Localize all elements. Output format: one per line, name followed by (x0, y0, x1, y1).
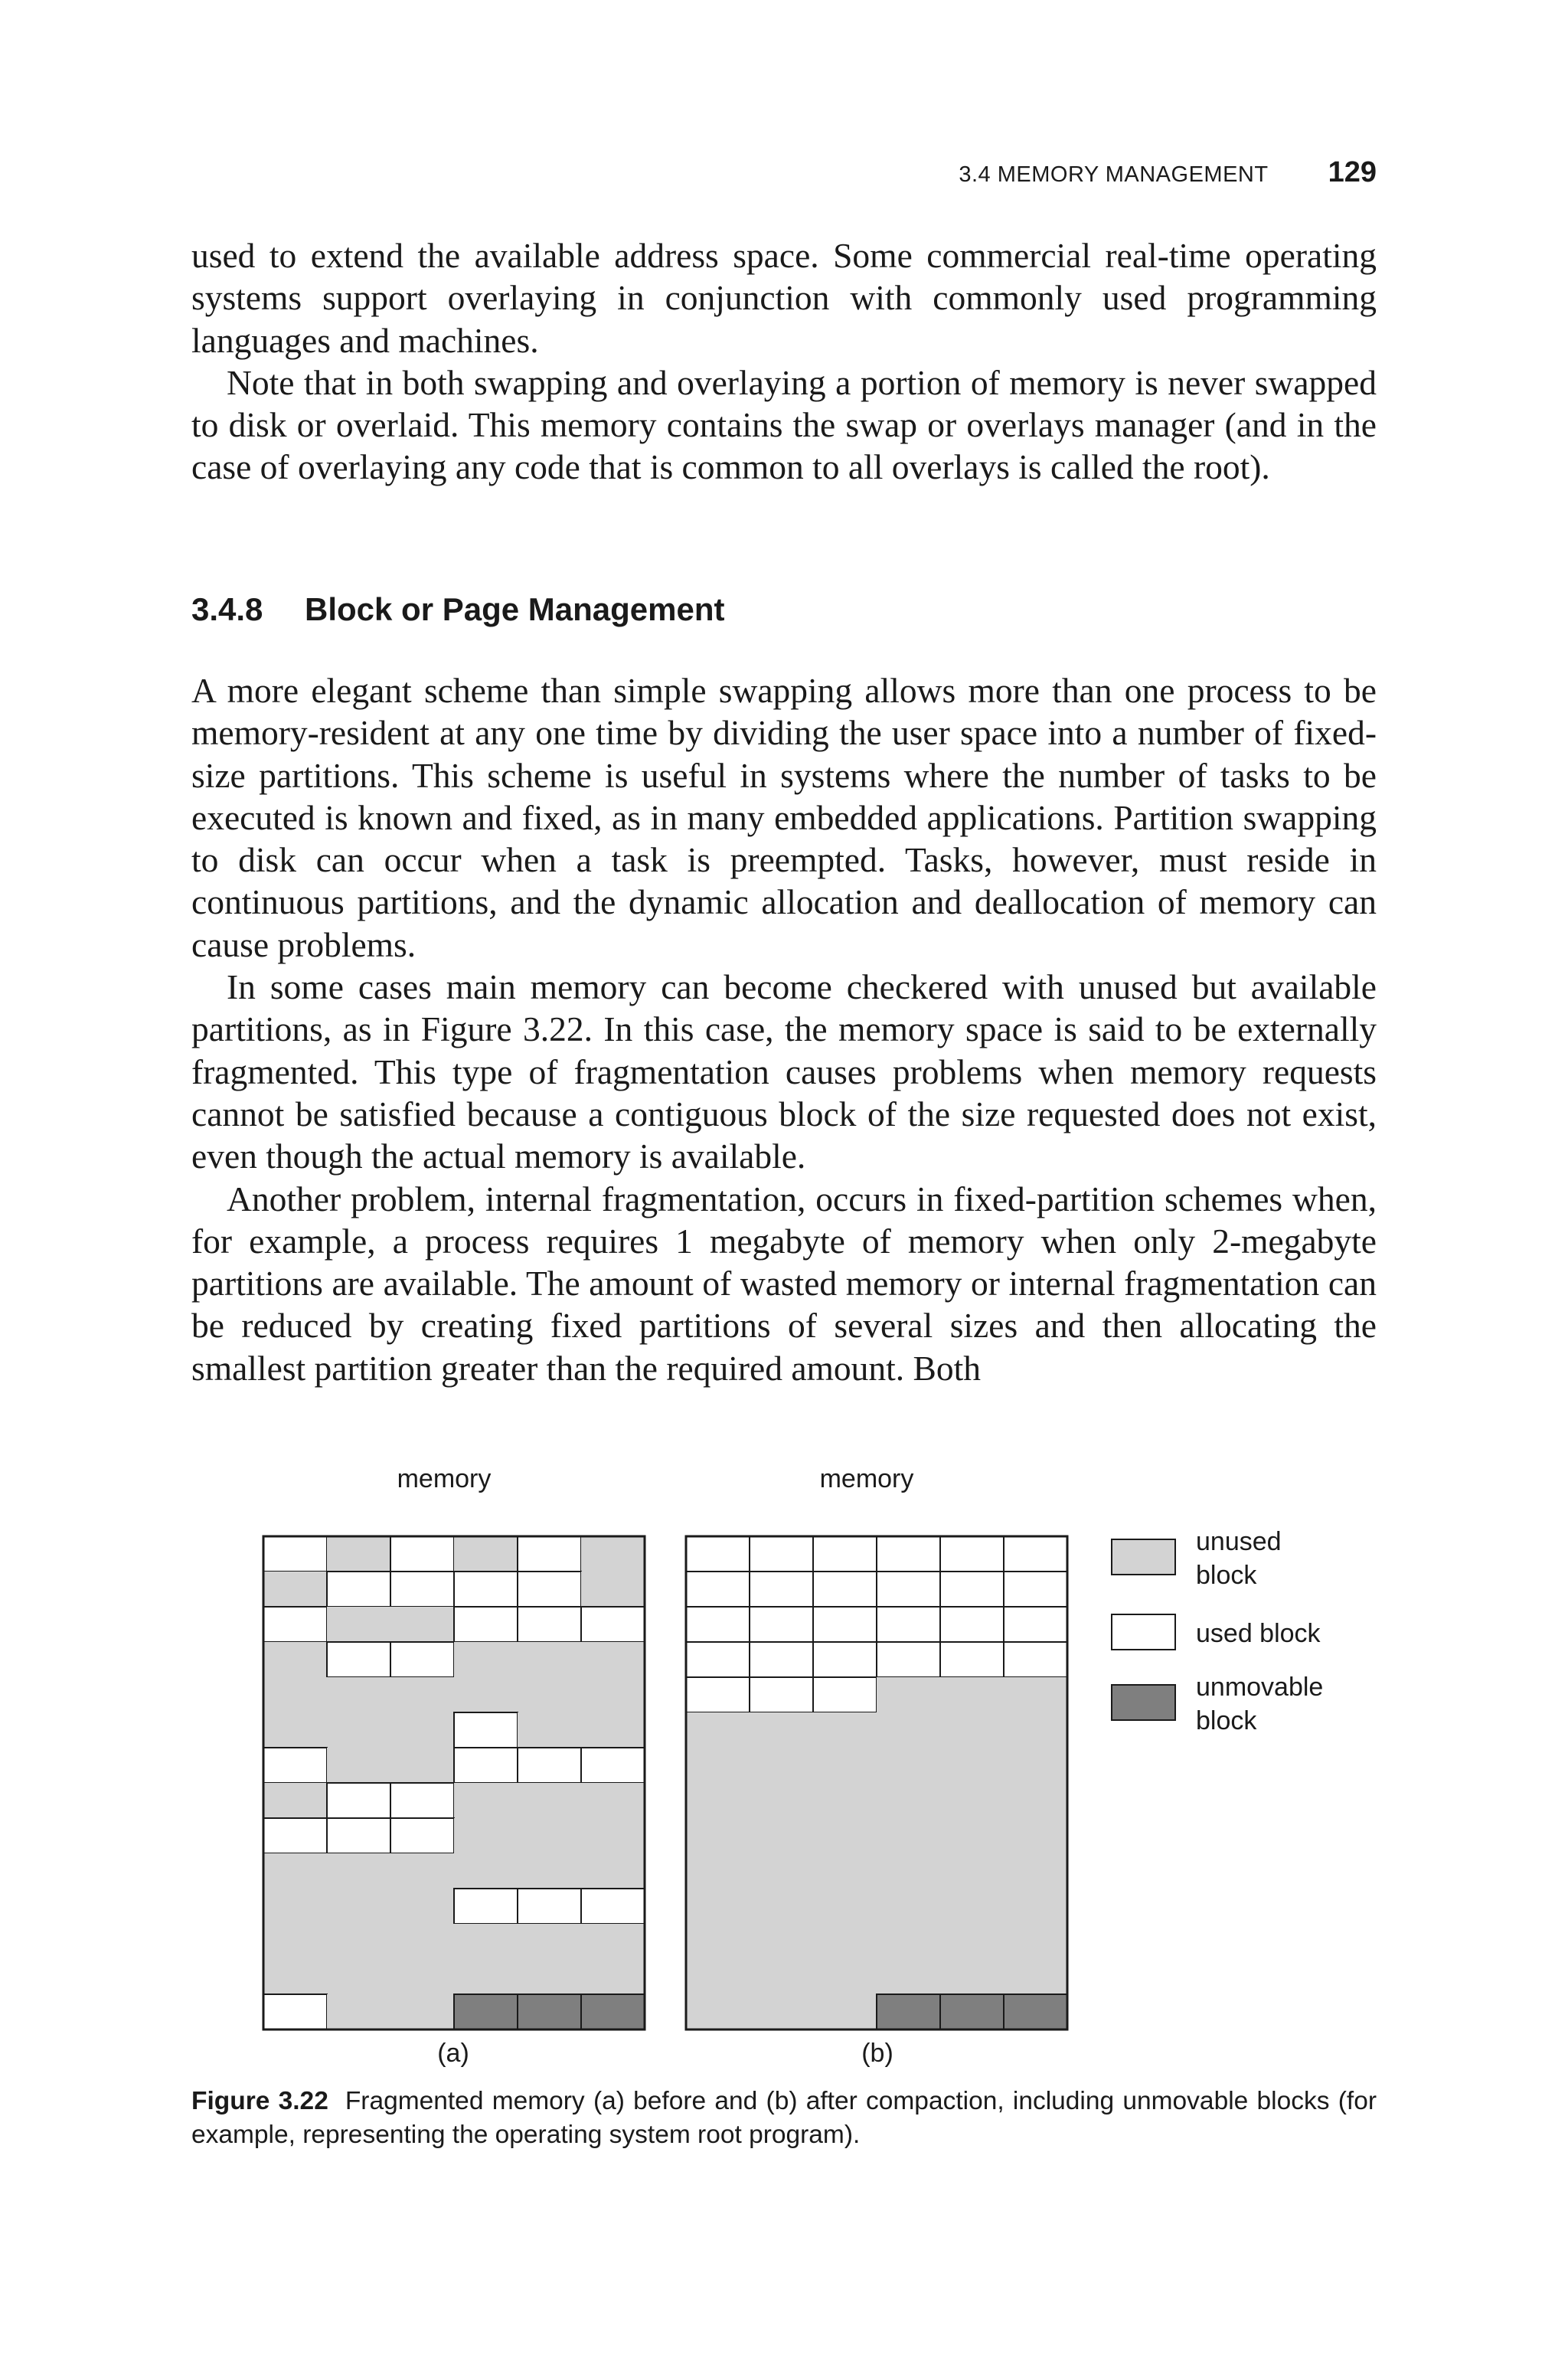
used-block (581, 1748, 645, 1783)
unused-block (1004, 1783, 1067, 1818)
unused-block (750, 1853, 813, 1889)
unused-block (518, 1677, 581, 1712)
memory-grid-a (263, 1536, 645, 2029)
unused-block (518, 1853, 581, 1889)
used-block (686, 1677, 750, 1712)
unused-block (390, 1677, 454, 1712)
used-block (263, 1994, 327, 2029)
used-block (940, 1607, 1004, 1642)
unused-block (877, 1783, 940, 1818)
unused-block (581, 1572, 645, 1607)
unused-block (518, 1642, 581, 1677)
unused-block (390, 1889, 454, 1924)
unused-block (686, 1783, 750, 1818)
unused-block (327, 1607, 390, 1642)
legend-unmovable-label-2: block (1196, 1706, 1257, 1735)
used-block (940, 1642, 1004, 1677)
paragraph: In some cases main memory can become checkered with unused but available partitions, as in Figure 3.22. In this case, the memory space is said to be externally fragmented. This type of fragmentation causes problems when memory requests cannot be satisfied because a contiguous block of the size requested does not exist, even though the actual memory is available. (191, 967, 1377, 1176)
legend-unmovable-swatch (1112, 1685, 1175, 1720)
unused-block (390, 1712, 454, 1748)
unused-block (877, 1889, 940, 1924)
legend-unused-label-2: block (1196, 1561, 1257, 1590)
unused-block (877, 1959, 940, 1994)
unmovable-block (940, 1994, 1004, 2029)
unused-block (518, 1959, 581, 1994)
unused-block (1004, 1889, 1067, 1924)
unused-block (263, 1783, 327, 1818)
unmovable-block (518, 1994, 581, 2029)
used-block (813, 1642, 877, 1677)
unused-block (686, 1853, 750, 1889)
used-block (263, 1818, 327, 1853)
unused-block (877, 1818, 940, 1853)
used-block (686, 1607, 750, 1642)
unused-block (454, 1677, 518, 1712)
used-block (750, 1607, 813, 1642)
unused-block (581, 1818, 645, 1853)
used-block (581, 1607, 645, 1642)
used-block (518, 1889, 581, 1924)
used-block (263, 1536, 327, 1572)
unused-block (263, 1889, 327, 1924)
unused-block (940, 1889, 1004, 1924)
used-block (518, 1748, 581, 1783)
used-block (518, 1607, 581, 1642)
unused-block (1004, 1853, 1067, 1889)
unused-block (750, 1994, 813, 2029)
unused-block (454, 1818, 518, 1853)
memory-grid-b (686, 1536, 1067, 2029)
unused-block (263, 1853, 327, 1889)
used-block (390, 1572, 454, 1607)
used-block (390, 1818, 454, 1853)
unused-block (940, 1959, 1004, 1994)
unused-block (263, 1712, 327, 1748)
unused-block (327, 1924, 390, 1959)
unused-block (518, 1712, 581, 1748)
unused-block (518, 1924, 581, 1959)
used-block (1004, 1572, 1067, 1607)
paragraph: Note that in both swapping and overlaying a portion of memory is never swapped to disk or overlaid. This memory contains the swap or overlays manager (and in the case of overlaying any code that is common to all overlays is called the root). (191, 362, 1377, 487)
unused-block (327, 1748, 390, 1783)
unused-block (327, 1712, 390, 1748)
legend-unused-label-1: unused (1196, 1527, 1282, 1556)
used-block (750, 1572, 813, 1607)
unused-block (263, 1677, 327, 1712)
unused-block (390, 1853, 454, 1889)
unused-block (263, 1642, 327, 1677)
used-block (327, 1783, 390, 1818)
unused-block (750, 1924, 813, 1959)
unmovable-block (877, 1994, 940, 2029)
unused-block (390, 1994, 454, 2029)
unused-block (686, 1924, 750, 1959)
used-block (750, 1536, 813, 1572)
unused-block (327, 1959, 390, 1994)
unused-block (581, 1536, 645, 1572)
unused-block (813, 1748, 877, 1783)
unused-block (877, 1677, 940, 1712)
used-block (518, 1536, 581, 1572)
used-block (877, 1607, 940, 1642)
used-block (390, 1536, 454, 1572)
unused-block (581, 1712, 645, 1748)
unused-block (750, 1748, 813, 1783)
used-block (518, 1572, 581, 1607)
used-block (750, 1677, 813, 1712)
unmovable-block (581, 1994, 645, 2029)
unused-block (686, 1994, 750, 2029)
figure-caption (191, 2085, 1377, 2152)
unused-block (263, 1924, 327, 1959)
legend-unmovable-label-1: unmovable (1196, 1673, 1324, 1702)
legend-unused-swatch (1112, 1539, 1175, 1575)
page-number: 129 (1328, 156, 1377, 188)
used-block (327, 1572, 390, 1607)
unused-block (813, 1924, 877, 1959)
used-block (390, 1642, 454, 1677)
used-block (454, 1748, 518, 1783)
unused-block (390, 1748, 454, 1783)
figure-number: Figure 3.22 (191, 2087, 328, 2115)
used-block (940, 1572, 1004, 1607)
unused-block (750, 1889, 813, 1924)
used-block (1004, 1536, 1067, 1572)
unused-block (813, 1712, 877, 1748)
unused-block (750, 1959, 813, 1994)
unused-block (263, 1572, 327, 1607)
unused-block (581, 1783, 645, 1818)
used-block (813, 1536, 877, 1572)
legend-used-swatch (1112, 1614, 1175, 1650)
unused-block (327, 1536, 390, 1572)
unused-block (750, 1818, 813, 1853)
unused-block (750, 1783, 813, 1818)
unused-block (581, 1853, 645, 1889)
used-block (263, 1607, 327, 1642)
unused-block (390, 1924, 454, 1959)
legend (1112, 1527, 1323, 1735)
used-block (581, 1889, 645, 1924)
used-block (1004, 1642, 1067, 1677)
used-block (813, 1572, 877, 1607)
unused-block (813, 1959, 877, 1994)
unused-block (1004, 1712, 1067, 1748)
unused-block (454, 1853, 518, 1889)
used-block (877, 1572, 940, 1607)
unused-block (686, 1889, 750, 1924)
sublabel-b: (b) (861, 2039, 893, 2068)
unused-block (1004, 1677, 1067, 1712)
unused-block (327, 1677, 390, 1712)
section-number: 3.4.8 (191, 591, 263, 627)
unused-block (327, 1994, 390, 2029)
unused-block (813, 1783, 877, 1818)
unused-block (518, 1818, 581, 1853)
used-block (327, 1642, 390, 1677)
unused-block (686, 1818, 750, 1853)
used-block (1004, 1607, 1067, 1642)
legend-used-label: used block (1196, 1619, 1321, 1648)
unused-block (390, 1959, 454, 1994)
unused-block (263, 1959, 327, 1994)
used-block (454, 1607, 518, 1642)
unused-block (518, 1783, 581, 1818)
unused-block (813, 1853, 877, 1889)
used-block (813, 1607, 877, 1642)
unused-block (454, 1783, 518, 1818)
used-block (686, 1536, 750, 1572)
used-block (454, 1889, 518, 1924)
running-head-section: 3.4 MEMORY MANAGEMENT (959, 162, 1269, 187)
used-block (327, 1818, 390, 1853)
used-block (940, 1536, 1004, 1572)
unused-block (686, 1748, 750, 1783)
used-block (390, 1783, 454, 1818)
unused-block (454, 1959, 518, 1994)
unused-block (390, 1607, 454, 1642)
used-block (877, 1642, 940, 1677)
used-block (263, 1748, 327, 1783)
caption-text: Fragmented memory (a) before and (b) after compaction, including unmovable blocks (for example, representing the operating system root program). (191, 2087, 1377, 2149)
unused-block (1004, 1959, 1067, 1994)
unused-block (940, 1783, 1004, 1818)
unused-block (581, 1677, 645, 1712)
unused-block (1004, 1748, 1067, 1783)
unused-block (940, 1677, 1004, 1712)
unused-block (877, 1712, 940, 1748)
section-title: Block or Page Management (305, 591, 725, 627)
unused-block (327, 1853, 390, 1889)
used-block (686, 1572, 750, 1607)
unused-block (454, 1924, 518, 1959)
unused-block (877, 1853, 940, 1889)
unused-block (327, 1889, 390, 1924)
unused-block (454, 1536, 518, 1572)
unused-block (940, 1818, 1004, 1853)
unused-block (877, 1748, 940, 1783)
unused-block (877, 1924, 940, 1959)
unused-block (813, 1889, 877, 1924)
used-block (454, 1712, 518, 1748)
unused-block (581, 1959, 645, 1994)
unused-block (940, 1924, 1004, 1959)
unused-block (686, 1959, 750, 1994)
unused-block (940, 1712, 1004, 1748)
unmovable-block (454, 1994, 518, 2029)
unused-block (813, 1818, 877, 1853)
unmovable-block (1004, 1994, 1067, 2029)
used-block (454, 1572, 518, 1607)
used-block (877, 1536, 940, 1572)
unused-block (686, 1712, 750, 1748)
unused-block (454, 1642, 518, 1677)
memory-label-a: memory (397, 1464, 492, 1493)
unused-block (1004, 1818, 1067, 1853)
unused-block (581, 1924, 645, 1959)
unused-block (1004, 1924, 1067, 1959)
unused-block (940, 1748, 1004, 1783)
paragraph: A more elegant scheme than simple swapping allows more than one process to be memory-resident at any one time by dividing the user space into a number of fixed-size partitions. This scheme is useful in systems where the number of tasks to be executed is known and fixed, as in many embedded applications. Partition swapping to disk can occur when a task is preempted. Tasks, however, must reside in continuous partitions, and the dynamic allocation and deallocation of memory can cause problems. (191, 671, 1377, 964)
used-block (686, 1642, 750, 1677)
unused-block (813, 1994, 877, 2029)
unused-block (750, 1712, 813, 1748)
memory-label-b: memory (819, 1464, 914, 1493)
paragraph: Another problem, internal fragmentation, occurs in fixed-partition schemes when, for example, a process requires 1 megabyte of memory when only 2-megabyte partitions are available. The amount of wasted memory or internal fragmentation can be reduced by creating fixed partitions of several sizes and then allocating the smallest partition greater than the required amount. Both (191, 1179, 1377, 1388)
sublabel-a: (a) (437, 2039, 469, 2068)
used-block (813, 1677, 877, 1712)
unused-block (581, 1642, 645, 1677)
paragraph: used to extend the available address space. Some commercial real-time operating systems support overlaying in conjunction with commonly used programming languages and machines. (191, 236, 1377, 360)
unused-block (940, 1853, 1004, 1889)
used-block (750, 1642, 813, 1677)
